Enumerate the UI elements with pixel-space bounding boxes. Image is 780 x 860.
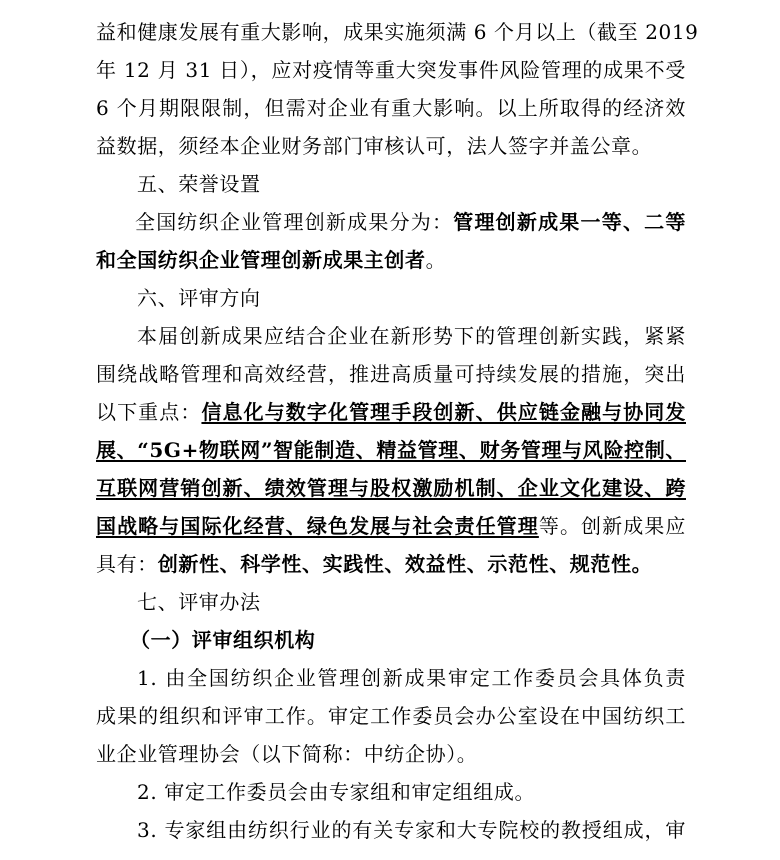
paragraph-line: 1. 由全国纺织企业管理创新成果审定工作委员会具体负责 [137, 666, 686, 690]
plain-text: 等。创新成果应 [538, 514, 686, 538]
paragraph-line: 益数据，须经本企业财务部门审核认可，法人签字并盖公章。 [96, 134, 653, 158]
paragraph-line [135, 208, 686, 236]
plain-text: 以下重点： [96, 400, 202, 424]
paragraph-line [96, 246, 686, 274]
subsection-heading: （一）评审组织机构 [130, 628, 316, 652]
plain-text: 。 [425, 248, 447, 272]
paragraph-line [96, 512, 686, 540]
paragraph-line: 2. 审定工作委员会由专家组和审定组组成。 [137, 780, 536, 804]
bold-text: 和全国纺织企业管理创新成果主创者 [96, 248, 426, 272]
bold-text: 管理创新成果一等、二等 [453, 210, 686, 234]
paragraph-line: 成果的组织和评审工作。审定工作委员会办公室设在中国纺织工 [96, 704, 686, 728]
paragraph-line: 3. 专家组由纺织行业的有关专家和大专院校的教授组成，审 [137, 818, 686, 842]
section-heading-6: 六、评审方向 [137, 286, 261, 310]
paragraph-line: 6 个月期限限制，但需对企业有重大影响。以上所取得的经济效 [96, 96, 686, 120]
paragraph-line: 年 12 月 31 日），应对疫情等重大突发事件风险管理的成果不受 [96, 58, 686, 82]
paragraph-line [96, 398, 686, 426]
bold-underlined-text: 信息化与数字化管理手段创新、供应链金融与协同发 [201, 400, 686, 424]
bold-underlined-text: 展、“5G+物联网”智能制造、精益管理、财务管理与风险控制、 [96, 438, 686, 462]
paragraph-line: 围绕战略管理和高效经营，推进高质量可持续发展的措施，突出 [96, 362, 686, 386]
plain-text: 具有： [96, 552, 158, 576]
section-heading-7: 七、评审办法 [137, 590, 261, 614]
bold-text: 创新性、科学性、实践性、效益性、示范性、规范性。 [157, 552, 653, 576]
section-heading-5: 五、荣誉设置 [137, 172, 261, 196]
bold-underlined-text: 国战略与国际化经营、绿色发展与社会责任管理 [96, 514, 539, 538]
paragraph-line: 益和健康发展有重大影响，成果实施须满 6 个月以上（截至 2019 [96, 20, 699, 44]
paragraph-line: 本届创新成果应结合企业在新形势下的管理创新实践，紧紧 [137, 324, 686, 348]
paragraph-line: 业企业管理协会（以下简称：中纺企协）。 [96, 742, 478, 766]
bold-underlined-text: 互联网营销创新、绩效管理与股权激励机制、企业文化建设、跨 [96, 476, 686, 500]
paragraph-line [96, 550, 686, 578]
plain-text: 全国纺织企业管理创新成果分为： [135, 210, 454, 234]
